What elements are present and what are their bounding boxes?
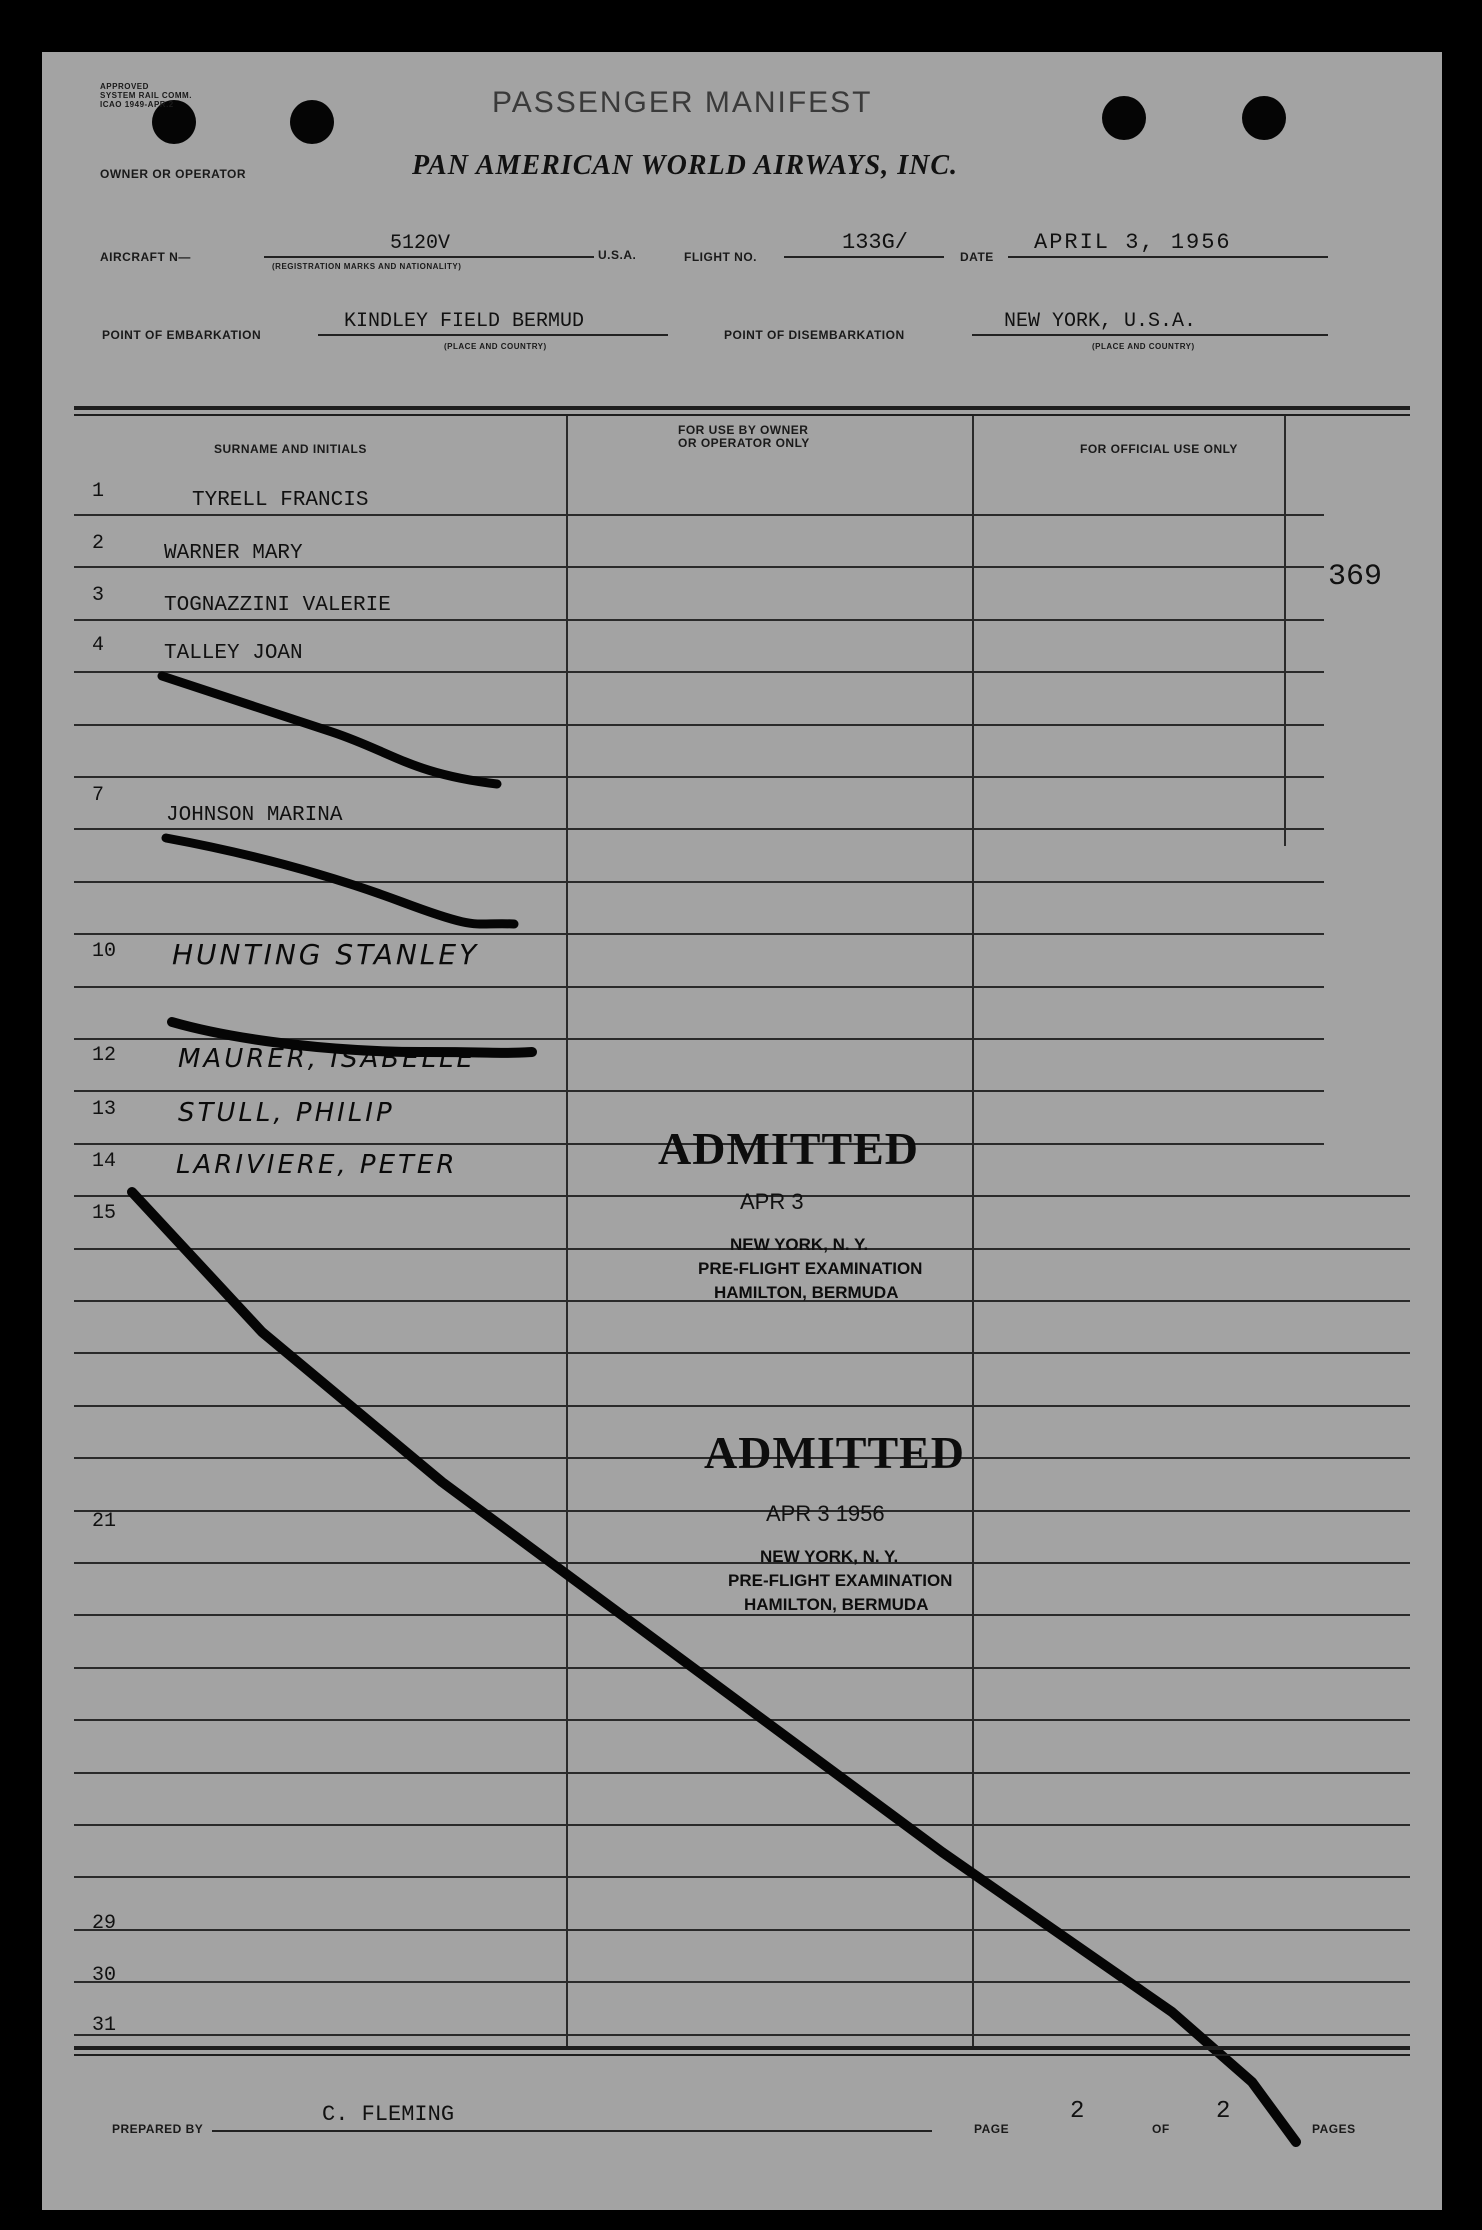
table-bottom-rule: [74, 2054, 1410, 2056]
passenger-name: JOHNSON MARINA: [166, 804, 343, 827]
passenger-name: MAURER, ISABELLE: [178, 1044, 476, 1074]
airline-name: PAN AMERICAN WORLD AIRWAYS, INC.: [412, 150, 959, 181]
place-note: (PLACE AND COUNTRY): [444, 342, 547, 351]
date-label: DATE: [960, 250, 994, 264]
column-header-name: SURNAME AND INITIALS: [214, 442, 367, 456]
row-number: 21: [92, 1510, 117, 1533]
stamp-date: APR 3: [740, 1189, 804, 1214]
strike-marks: [42, 52, 1442, 2210]
row-number: 7: [92, 784, 105, 807]
page-label: PAGE: [974, 2122, 1010, 2136]
passenger-name: TALLEY JOAN: [164, 642, 303, 665]
date-value: APRIL 3, 1956: [1034, 230, 1232, 255]
manifest-sheet: [42, 52, 1442, 2210]
of-value: 2: [1216, 2098, 1231, 2125]
passenger-name: HUNTING STANLEY: [172, 938, 480, 971]
row-number: 4: [92, 634, 105, 657]
disembark-label: POINT OF DISEMBARKATION: [724, 328, 905, 342]
row-number: 10: [92, 940, 117, 963]
stamp-line: PRE-FLIGHT EXAMINATION: [728, 1571, 953, 1590]
of-label: OF: [1152, 2122, 1170, 2136]
place-note: (PLACE AND COUNTRY): [1092, 342, 1195, 351]
usa-label: U.S.A.: [598, 248, 637, 262]
embark-label: POINT OF EMBARKATION: [102, 328, 262, 342]
prepared-label: PREPARED BY: [112, 2122, 204, 2136]
pages-label: PAGES: [1312, 2122, 1356, 2136]
stamp-title: ADMITTED: [704, 1427, 966, 1478]
row-number: 12: [92, 1044, 117, 1067]
strike-line: [132, 1192, 1296, 2142]
strike-line: [166, 838, 514, 924]
row-number: 3: [92, 584, 105, 607]
strike-line: [172, 1022, 532, 1053]
page-title: PASSENGER MANIFEST: [492, 86, 873, 119]
stamp-line: HAMILTON, BERMUDA: [714, 1283, 899, 1302]
row-number: 15: [92, 1202, 117, 1225]
stamp-line: NEW YORK, N. Y.: [760, 1547, 899, 1566]
passenger-name: TYRELL FRANCIS: [192, 489, 369, 512]
column-header-official: FOR OFFICIAL USE ONLY: [1080, 442, 1238, 456]
stamp-title: ADMITTED: [658, 1123, 920, 1174]
registration-note: (REGISTRATION MARKS AND NATIONALITY): [272, 262, 462, 271]
stamp-line: PRE-FLIGHT EXAMINATION: [698, 1259, 923, 1278]
side-number: 369: [1328, 560, 1383, 594]
row-number: 29: [92, 1912, 117, 1935]
row-number: 14: [92, 1150, 117, 1173]
embark-value: KINDLEY FIELD BERMUD: [344, 310, 585, 333]
aircraft-label: AIRCRAFT N—: [100, 250, 191, 264]
stamp-line: HAMILTON, BERMUDA: [744, 1595, 929, 1614]
prepared-underline: [212, 2130, 932, 2132]
passenger-name: WARNER MARY: [164, 542, 303, 565]
approval-line: APPROVED: [100, 82, 149, 91]
prepared-value: C. FLEMING: [322, 2102, 455, 2127]
row-number: 2: [92, 532, 105, 555]
passenger-name: TOGNAZZINI VALERIE: [164, 594, 391, 617]
row-number: 30: [92, 1964, 117, 1987]
page-value: 2: [1070, 2098, 1085, 2125]
row-number: 31: [92, 2014, 117, 2037]
stamp-date: APR 3 1956: [766, 1501, 885, 1526]
row-number: 13: [92, 1098, 117, 1121]
column-header-owner-line: FOR USE BY OWNER: [678, 423, 809, 437]
flight-value: 133G/: [842, 230, 909, 255]
aircraft-value: 5120V: [390, 232, 451, 255]
column-header-owner-line: OR OPERATOR ONLY: [678, 436, 810, 450]
table-bottom-rule: [74, 2046, 1410, 2050]
strike-line: [162, 676, 497, 784]
disembark-value: NEW YORK, U.S.A.: [1004, 310, 1197, 333]
row-number: 1: [92, 480, 105, 503]
owner-label: OWNER OR OPERATOR: [100, 167, 247, 181]
passenger-name: LARIVIERE, PETER: [176, 1150, 458, 1180]
approval-line: ICAO 1949-APR.2: [100, 100, 174, 109]
passenger-name: STULL, PHILIP: [178, 1098, 395, 1128]
stamp-line: NEW YORK, N. Y.: [730, 1235, 869, 1254]
approval-line: SYSTEM RAIL COMM.: [100, 91, 192, 100]
flight-label: FLIGHT NO.: [684, 250, 757, 264]
